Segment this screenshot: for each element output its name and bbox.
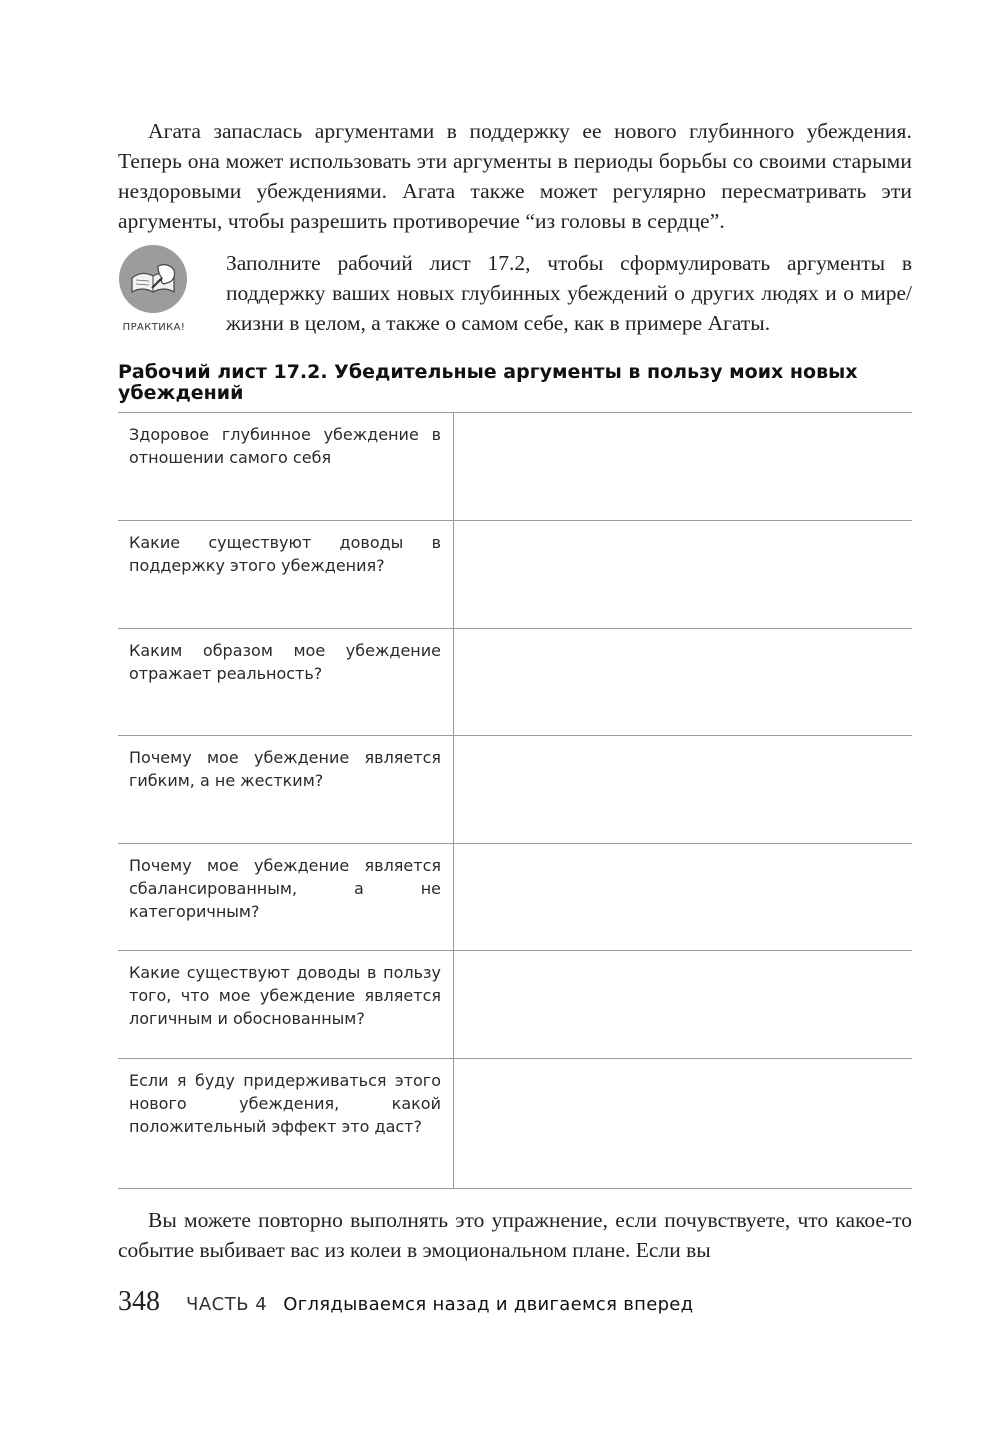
worksheet-question: Если я буду придерживаться этого нового убеждения, какой положительный эффект это даст? (118, 1059, 454, 1189)
worksheet-question: Почему мое убеждение является гибким, а не жестким? (118, 736, 454, 844)
practice-text: Заполните рабочий лист 17.2, чтобы сформулировать аргументы в поддержку ваших новых глубинных убеждений о других людях и о мире/жизни в целом, а также о самом себе, как в примере Агаты. (226, 251, 912, 335)
worksheet-answer-field[interactable] (454, 521, 913, 629)
worksheet-answer-field[interactable] (454, 413, 913, 521)
table-row (118, 1059, 912, 1189)
page-footer (118, 1286, 912, 1326)
worksheet-question: Почему мое убеждение является сбалансированным, а не категоричным? (118, 844, 454, 951)
worksheet-question: Каким образом мое убеждение отражает реальность? (118, 629, 454, 736)
part-title: Оглядываемся назад и двигаемся вперед (283, 1294, 694, 1315)
worksheet-answer-field[interactable] (454, 736, 913, 844)
worksheet-question: Здоровое глубинное убеждение в отношении самого себя (118, 413, 454, 521)
worksheet-question: Какие существуют доводы в пользу того, что мое убеждение является логичным и обоснованным? (118, 951, 454, 1059)
table-row (118, 844, 912, 951)
table-row (118, 951, 912, 1059)
worksheet-table (118, 412, 912, 1189)
part-label: ЧАСТЬ 4 (186, 1294, 268, 1315)
worksheet-answer-field[interactable] (454, 629, 913, 736)
table-row (118, 413, 912, 521)
intro-paragraph: Агата запаслась аргументами в поддержку ее нового глубинного убеждения. Теперь она может использовать эти аргументы в периоды борьбы со своими старыми нездоровыми убеждениями. Агата также может регулярно пересматривать эти аргументы, чтобы разрешить противоречие “из головы в сердце”. (118, 119, 912, 233)
writing-hand-icon (118, 244, 188, 314)
table-row (118, 521, 912, 629)
worksheet-answer-field[interactable] (454, 1059, 913, 1189)
worksheet-answer-field[interactable] (454, 844, 913, 951)
table-row (118, 736, 912, 844)
worksheet-answer-field[interactable] (454, 951, 913, 1059)
worksheet-question: Какие существуют доводы в поддержку этого убеждения? (118, 521, 454, 629)
outro-paragraph: Вы можете повторно выполнять это упражнение, если почувствуете, что какое-то событие выбивает вас из колеи в эмоциональном плане. Если вы (118, 1208, 912, 1262)
table-row (118, 629, 912, 736)
practice-label: ПРАКТИКА! (122, 322, 186, 333)
page-number: 348 (118, 1286, 160, 1317)
worksheet-title: Рабочий лист 17.2. Убедительные аргументы в пользу моих новых убеждений (118, 361, 858, 404)
